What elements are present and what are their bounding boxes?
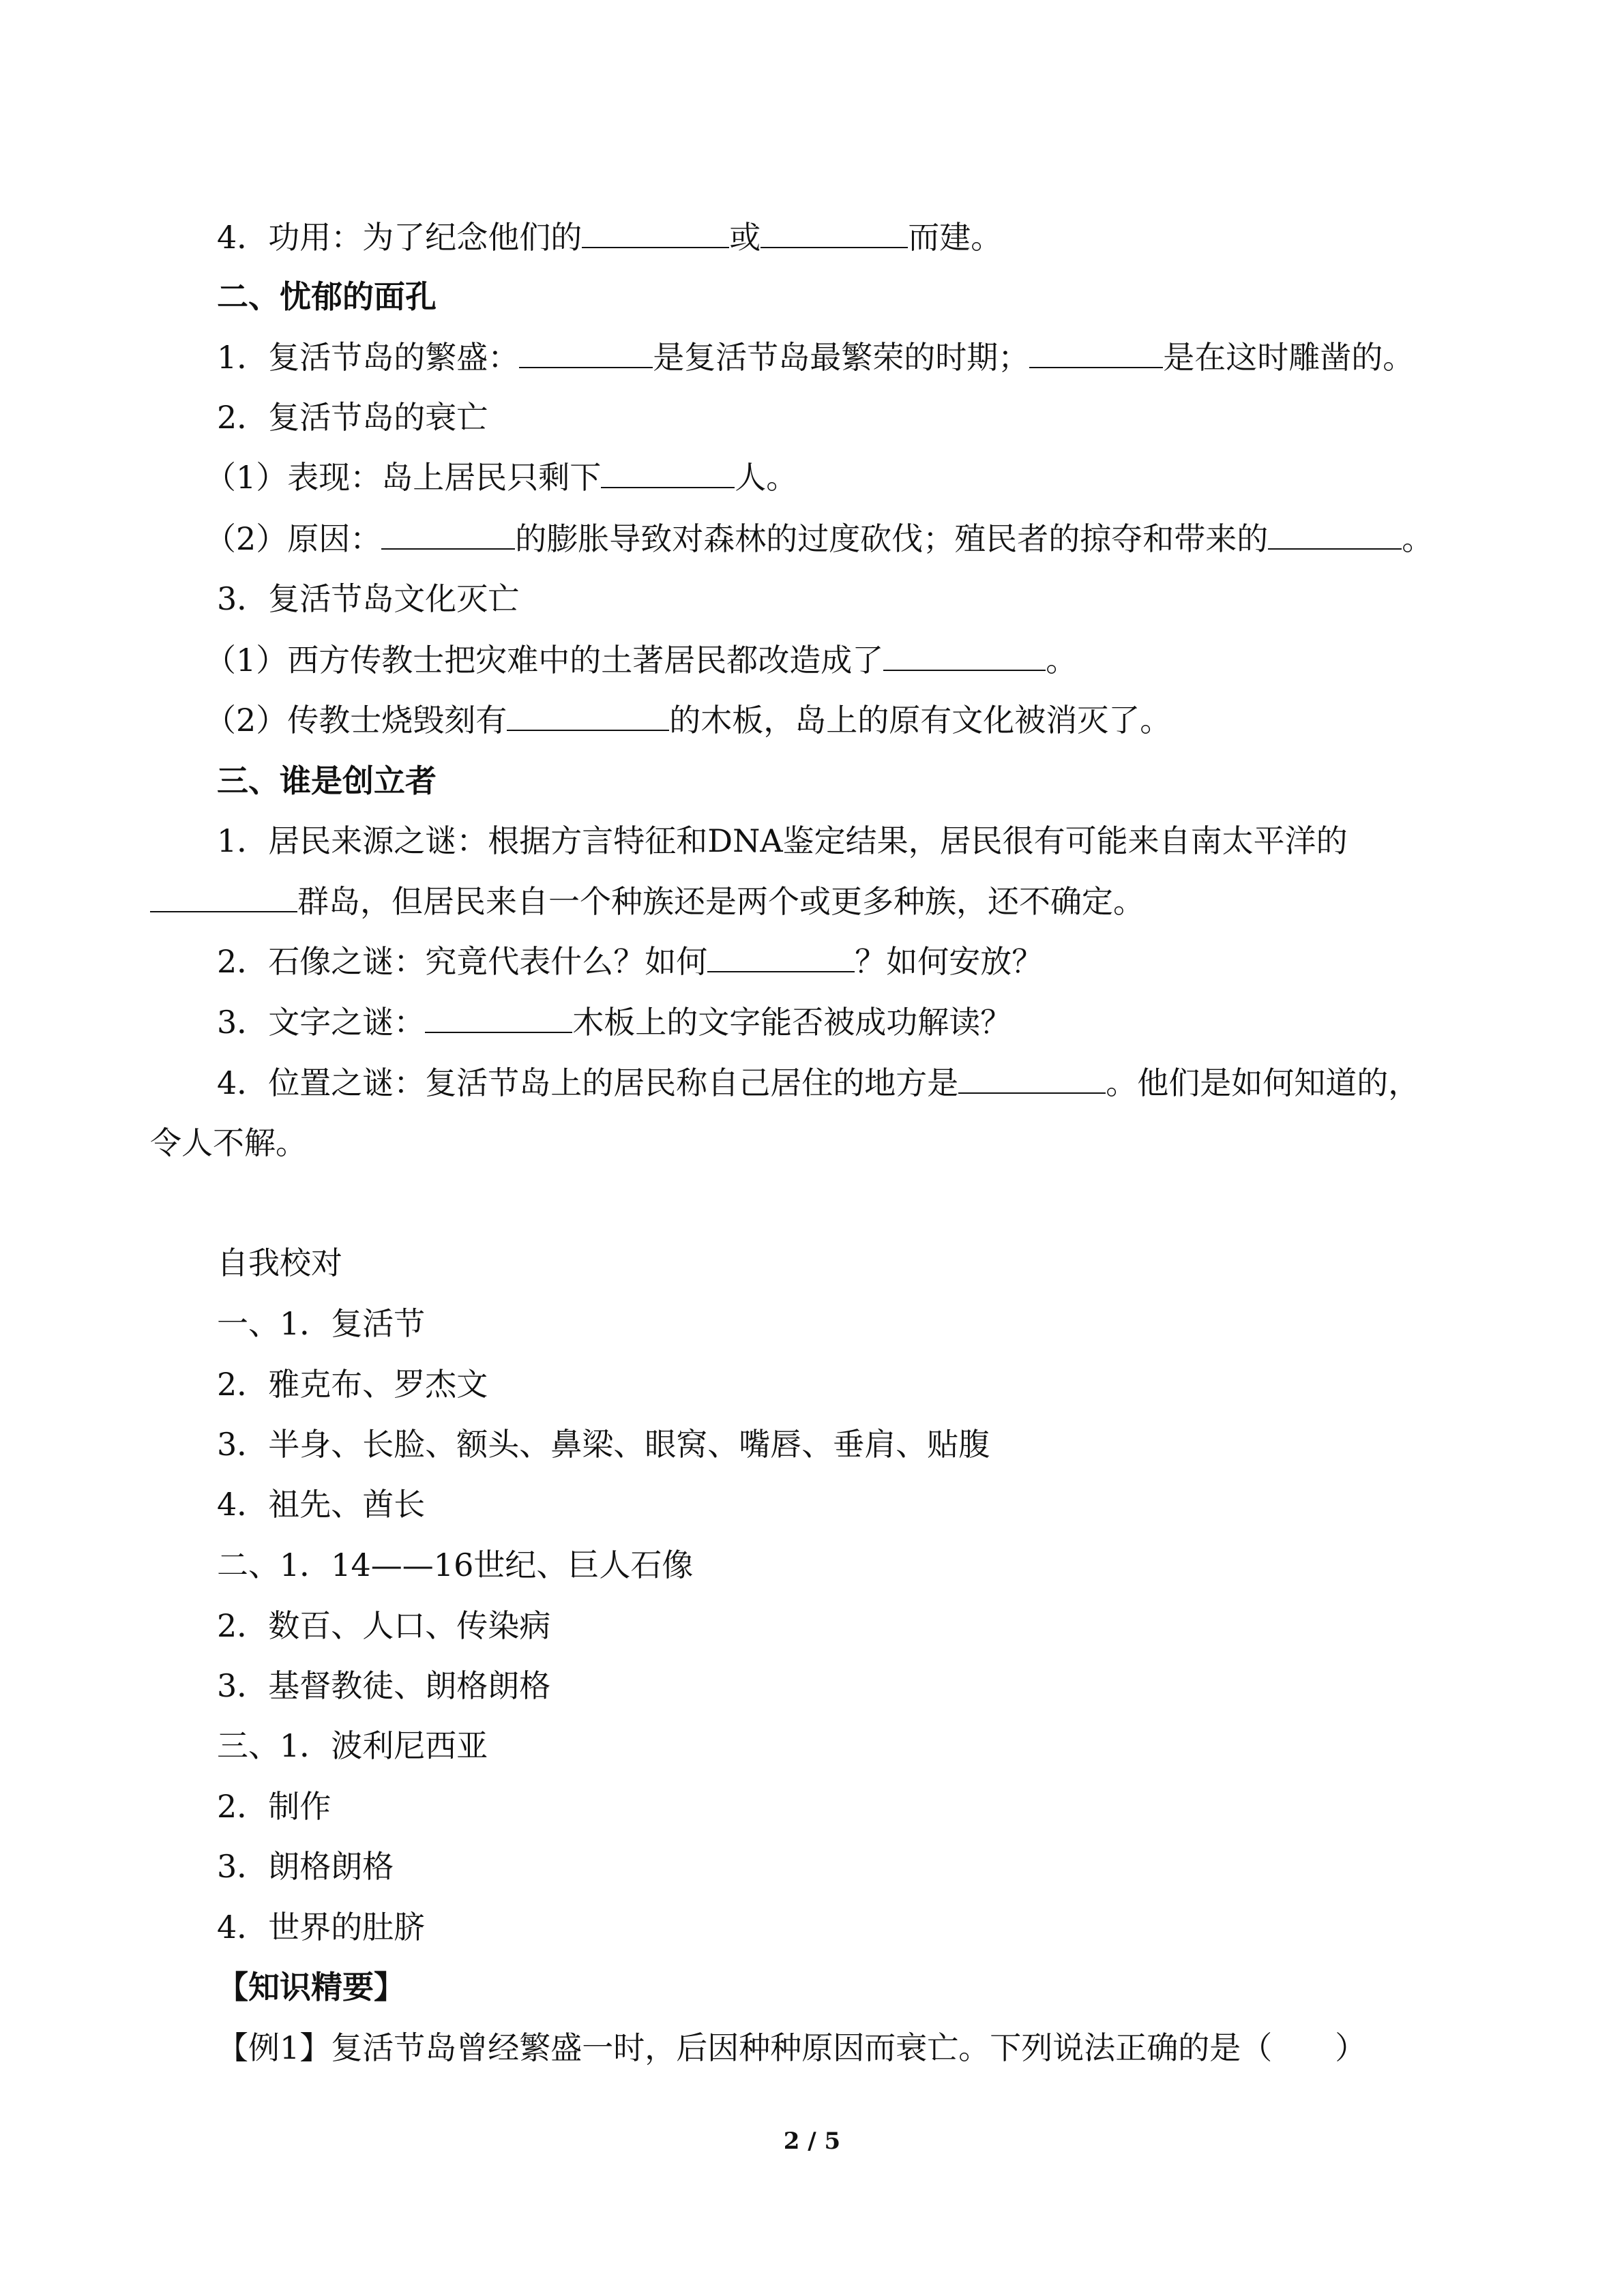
answer-line: 4．世界的肚脐 [217,1909,426,1945]
fill-blank [150,884,297,912]
text: 3．文字之谜： [217,1004,426,1041]
fill-blank [425,1004,572,1033]
text: 。他们是如何知道的， [1106,1064,1420,1101]
s3-line-4 [0,1062,1624,1103]
answer-line: 3．朗格朗格 [217,1848,394,1885]
text: 而建。 [908,219,1003,256]
section-heading-3: 三、谁是创立者 [217,762,437,799]
text: 。 [1046,642,1078,679]
fill-blank [883,642,1046,671]
text: 的木板，岛上的原有文化被消灭了。 [669,702,1172,739]
s2-line-3-2 [0,700,1624,741]
text: （1）表现：岛上居民只剩下 [205,459,602,496]
s1-line-4 [0,217,1624,258]
section-heading-2: 二、忧郁的面孔 [217,278,437,315]
page-number: 2 / 5 [783,2128,841,2155]
text: 2．石像之谜：究竟代表什么？如何 [217,943,708,980]
answer-line: 2．制作 [217,1788,331,1825]
text: 木板上的文字能否被成功解读？ [572,1004,1012,1041]
s3-line-2 [0,941,1624,982]
fill-blank [761,220,908,248]
answer-line: 3．半身、长脸、额头、鼻梁、眼窝、嘴唇、垂肩、贴腹 [217,1426,990,1463]
text: 4．功用：为了纪念他们的 [217,219,582,256]
s2-line-2-2 [0,518,1624,559]
s3-line-4-cont: 令人不解。 [150,1124,307,1161]
fill-blank [519,340,653,368]
fill-blank [707,944,855,972]
text: 是在这时雕凿的。 [1163,339,1415,376]
s3-line-3 [0,1002,1624,1043]
answer-line: 2．数百、人口、传染病 [217,1607,551,1644]
answer-line: 4．祖先、酋长 [217,1486,426,1523]
text: 4．位置之谜：复活节岛上的居民称自己居住的地方是 [217,1064,959,1101]
answer-line: 三、1．波利尼西亚 [217,1727,488,1764]
fill-blank [1268,521,1402,550]
s2-line-2-1 [0,457,1624,498]
text: 。 [1402,520,1434,557]
text: 群岛，但居民来自一个种族还是两个或更多种族，还不确定。 [297,883,1145,920]
s2-line-3: 3．复活节岛文化灭亡 [217,580,520,617]
answers-heading: 自我校对 [217,1244,342,1281]
text: （2）传教士烧毁刻有 [205,702,507,739]
fill-blank [958,1065,1106,1094]
text: ？如何安放？ [855,943,1044,980]
text: 的膨胀导致对森林的过度砍伐；殖民者的掠夺和带来的 [515,520,1269,557]
answer-line: 二、1．14——16世纪、巨人石像 [217,1547,694,1583]
text: 人。 [735,459,798,496]
s3-line-1-cont [0,881,1624,922]
s2-line-3-1 [0,640,1624,681]
fill-blank [582,220,729,248]
answer-line: 3．基督教徒、朗格朗格 [217,1667,551,1704]
text: 1．复活节岛的繁盛： [217,339,520,376]
answer-line: 一、1．复活节 [217,1305,426,1342]
s3-line-1: 1．居民来源之谜：根据方言特征和DNA鉴定结果，居民很有可能来自南太平洋的 [217,822,1348,859]
s2-line-2: 2．复活节岛的衰亡 [217,399,488,436]
knowledge-heading: 【知识精要】 [217,1969,405,2006]
fill-blank [601,460,735,488]
example-question: 【例1】复活节岛曾经繁盛一时，后因种种原因而衰亡。下列说法正确的是（ ） [217,2029,1367,2066]
fill-blank [1029,340,1163,368]
fill-blank [507,702,669,731]
fill-blank [381,521,515,550]
answer-line: 2．雅克布、罗杰文 [217,1366,488,1403]
s2-line-1 [0,337,1624,378]
text: （2）原因： [205,520,382,557]
text: （1）西方传教士把灾难中的土著居民都改造成了 [205,642,884,679]
text: 是复活节岛最繁荣的时期； [653,339,1030,376]
text: 或 [729,219,761,256]
